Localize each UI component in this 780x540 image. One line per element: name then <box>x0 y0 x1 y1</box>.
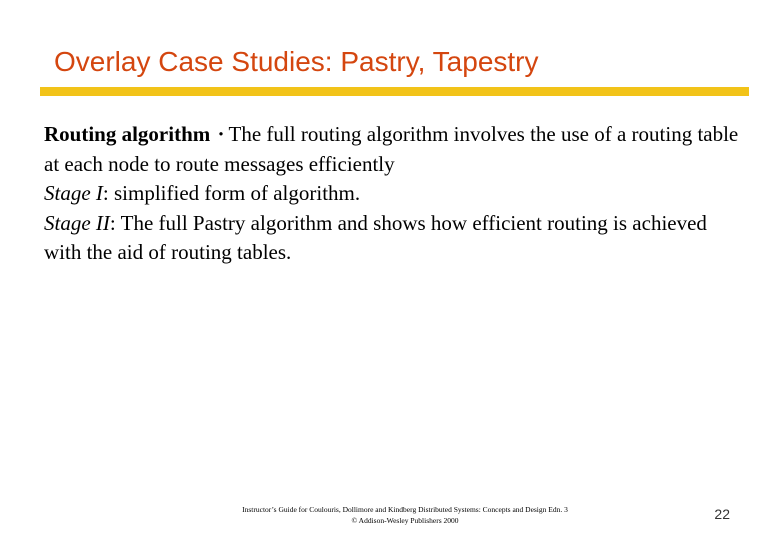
slide-title: Overlay Case Studies: Pastry, Tapestry <box>54 46 539 77</box>
stage-two-text: : The full Pastry algorithm and shows how efficient routing is achieved with the aid of routing tables. <box>44 210 707 264</box>
stage-one-paragraph <box>44 179 744 209</box>
stage-two-paragraph <box>44 209 744 268</box>
stage-one-text: : simplified form of algorithm. <box>102 181 361 205</box>
routing-algorithm-paragraph <box>44 120 744 179</box>
footer-credit-line-2: © Addison-Wesley Publishers 2000 <box>351 516 459 525</box>
routing-algorithm-text: The full routing algorithm involves the use of a routing table at each node to route messages efficiently <box>44 122 739 176</box>
routing-algorithm-term: Routing algorithm <box>44 122 211 146</box>
bullet-dot: · <box>217 122 225 146</box>
footer-credit <box>195 504 615 526</box>
page-number: 22 <box>714 506 730 522</box>
stage-two-name: Stage II <box>44 210 110 235</box>
slide-body <box>44 120 744 268</box>
title-underline-rule <box>40 87 749 96</box>
stage-one-name: Stage I <box>44 181 103 205</box>
footer-credit-line-1: Instructor’s Guide for Coulouris, Dollimore and Kindberg Distributed Systems: Concepts and Design Edn. 3 <box>242 505 568 514</box>
